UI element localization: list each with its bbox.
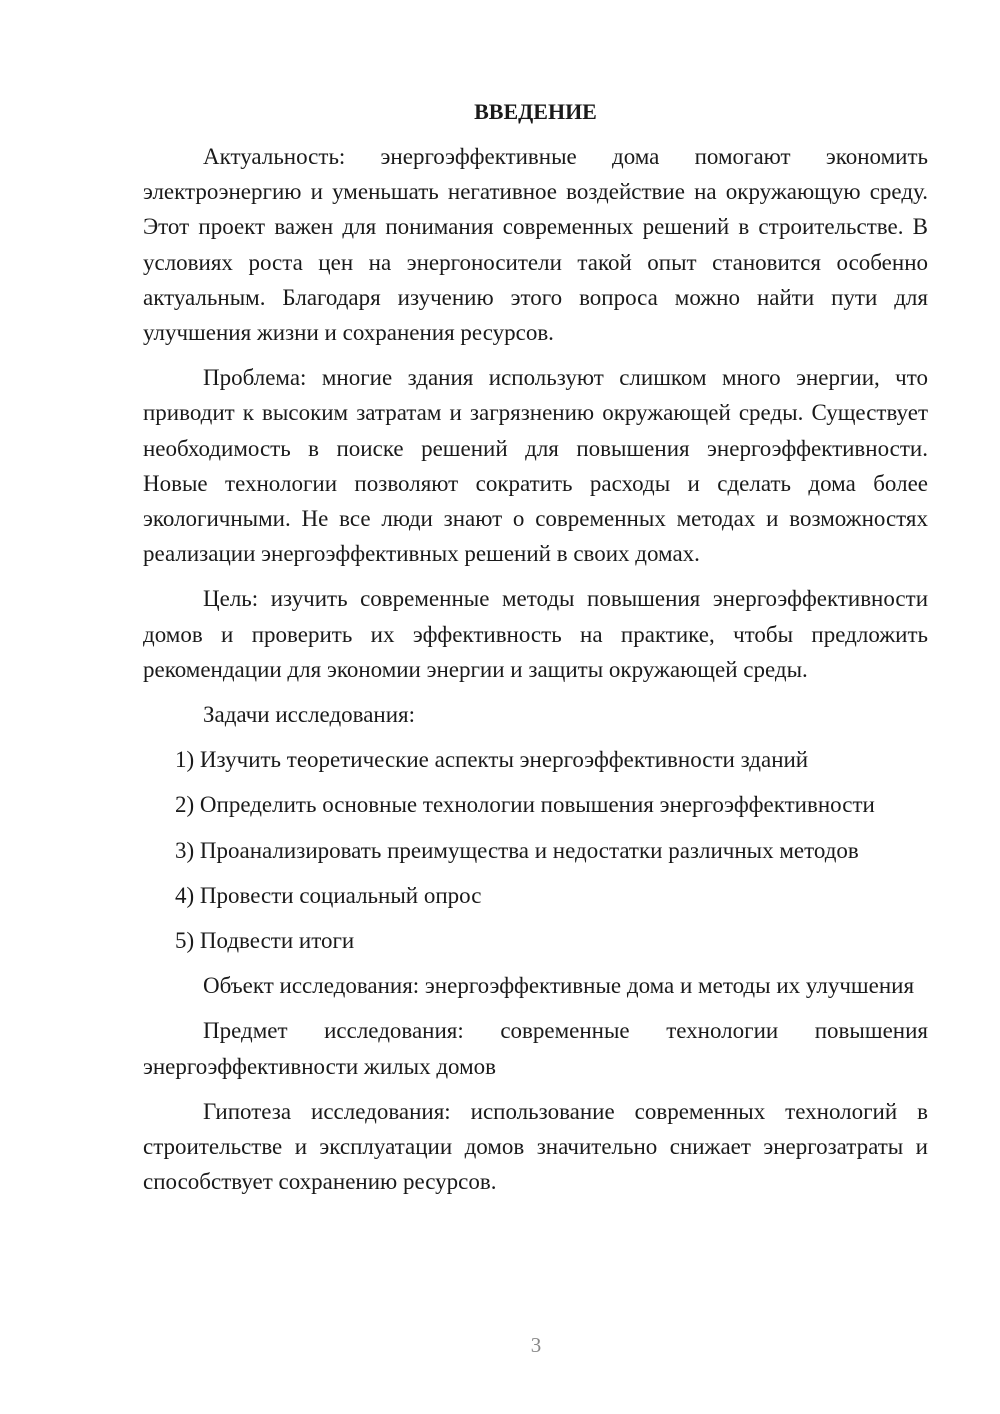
list-item: 3) Проанализировать преимущества и недостатки различных методов [175, 837, 859, 863]
list-item: 5) Подвести итоги [175, 928, 355, 954]
list-item: 1) Изучить теоретические аспекты энергоэффективности зданий [175, 747, 809, 773]
problem-paragraph: Проблема: многие здания используют слишком много энергии, что приводит к высоким затратам и загрязнению окружающей среды. Существует необходимость в поиске решений для повышения энергоэффективности. Новые технологии позволяют сократить расходы и сделать дома более экологичными. Не все люди знают о современных методах и возможностях реализации энергоэффективных решений в своих домах. [143, 365, 928, 567]
object-paragraph: Объект исследования: энергоэффективные дома и методы их улучшения [203, 973, 915, 999]
relevance-paragraph: Актуальность: энергоэффективные дома помогают экономить электроэнергию и уменьшать негативное воздействие на окружающую среду. Этот проект важен для понимания современных решений в строительстве. В условиях роста цен на энергоносители такой опыт становится особенно актуальным. Благодаря изучению этого вопроса можно найти пути для улучшения жизни и сохранения ресурсов. [143, 144, 928, 346]
hypothesis-paragraph: Гипотеза исследования: использование современных технологий в строительстве и эксплуатации домов значительно снижает энергозатраты и способствует сохранению ресурсов. [143, 1098, 928, 1195]
task-list [143, 742, 928, 958]
list-item: 4) Провести социальный опрос [175, 882, 482, 908]
page-title: ВВЕДЕНИЕ [474, 99, 597, 124]
page-content [143, 94, 928, 1199]
tasks-heading: Задачи исследования: [203, 702, 416, 728]
goal-paragraph: Цель: изучить современные методы повышения энергоэффективности домов и проверить их эффективность на практике, чтобы предложить рекомендации для экономии энергии и защиты окружающей среды. [143, 586, 928, 682]
list-item: 2) Определить основные технологии повышения энергоэффективности [175, 792, 875, 818]
page-number: 3 [530, 1333, 542, 1357]
subject-paragraph: Предмет исследования: современные технологии повышения энергоэффективности жилых домов [143, 1018, 928, 1079]
